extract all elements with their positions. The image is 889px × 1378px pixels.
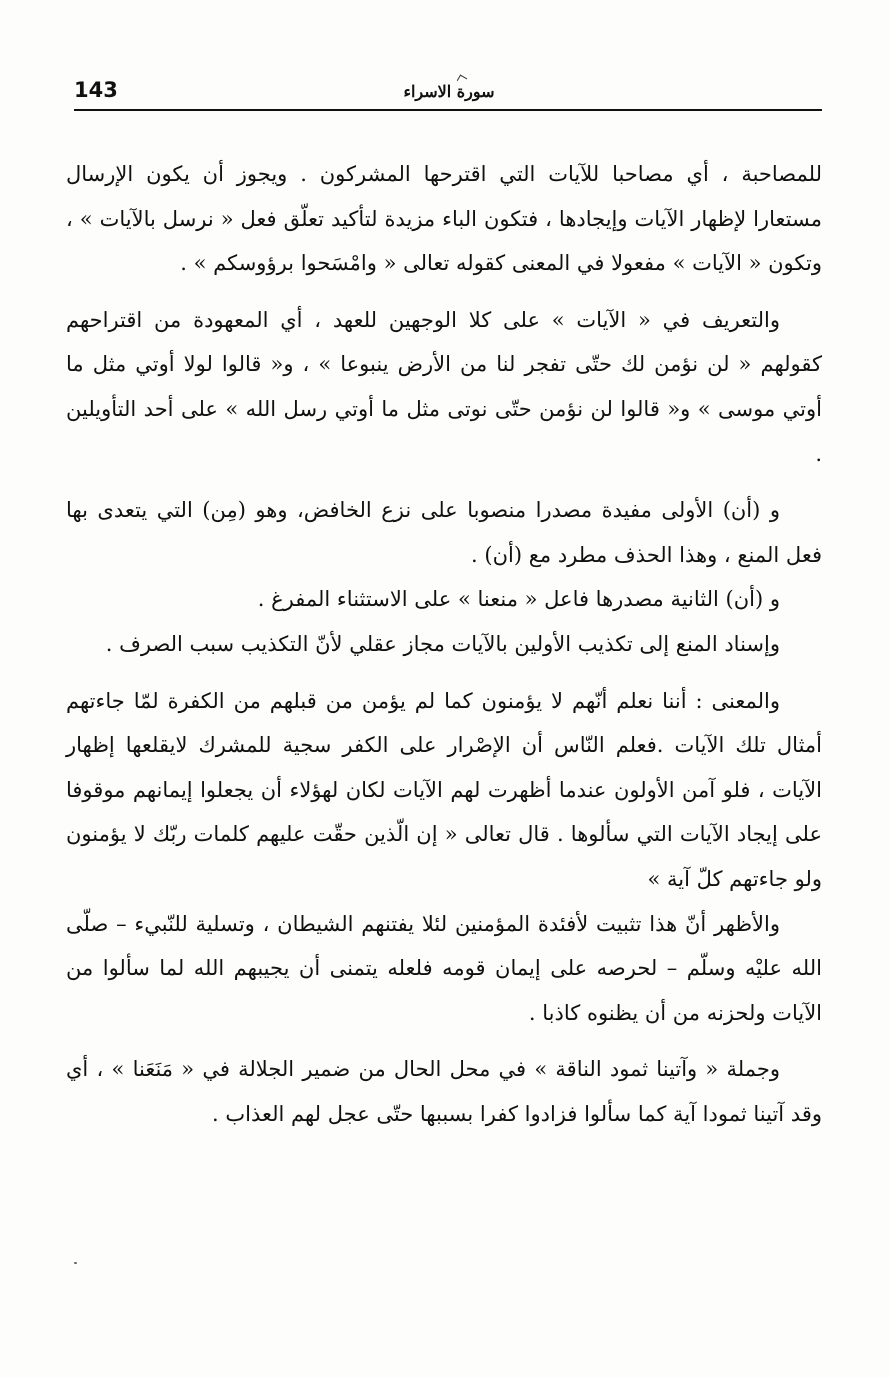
header-rule (74, 109, 822, 111)
page-number: 143 (74, 78, 118, 102)
page-header (74, 78, 820, 112)
body-text (66, 152, 822, 1136)
paragraph-4: و (أن) الثانية مصدرها فاعل « منعنا » على الاستثناء المفرغ . (257, 587, 780, 612)
running-title: سورة الاسراء (403, 82, 495, 101)
paragraph-5: وإسناد المنع إلى تكذيب الأولين بالآيات مجاز عقلي لأنّ التكذيب سبب الصرف . (105, 631, 780, 656)
paragraph-3: و (أن) الأولى مفيدة مصدرا منصوبا على نزع الخافض، وهو (مِن) التي يتعدى بها فعل المنع ، وهذا الحذف مطرد مع (أن) . (66, 498, 822, 567)
paragraph-1: للمصاحبة ، أي مصاحبا للآيات التي اقترحها المشركون . ويجوز أن يكون الإرسال مستعارا لإظهار الآيات وإيجادها ، فتكون الباء مزيدة لتأكيد تعلّق فعل « نرسل بالآيات » ، وتكون « الآيات » مفعولا في المعنى كقوله تعالى « وامْسَحوا برؤوسكم » . (66, 162, 822, 276)
paragraph-8: وجملة « وآتينا ثمود الناقة » في محل الحال من ضمير الجلالة في « مَنَعَنا » ، أي وقد آتينا ثمودا آية كما سألوا فزادوا كفرا بسببها حتّى عجل لهم العذاب . (66, 1057, 822, 1126)
paragraph-6: والمعنى : أننا نعلم أنّهم لا يؤمنون كما لم يؤمن من قبلهم من الكفرة لمّا جاءتهم أمثال تلك الآيات .فعلم النّاس أن الإصْرار على الكفر سجية للمشرك لايقلعها إظهار الآيات ، فلو آمن الأولون عندما أظهرت لهم الآيات لكان لهؤلاء أن يجعلوا إيمانهم موقوفا على إيجاد الآيات التي سألوها . قال تعالى « إن الّذين حقّت عليهم كلمات ربّك لا يؤمنون ولو جاءتهم كلّ آية » (66, 688, 822, 891)
scan-speck (74, 1262, 77, 1264)
paragraph-7: والأظهر أنّ هذا تثبيت لأفئدة المؤمنين لئلا يفتنهم الشيطان ، وتسلية للنّبيء – صلّى الله عليْه وسلّم – لحرصه على إيمان قومه فلعله يتمنى أن يجيبهم الله لما سألوا من الآيات ولحزنه من أن يظنوه كاذبا . (66, 911, 822, 1025)
paragraph-2: والتعريف في « الآيات » على كلا الوجهين للعهد ، أي المعهودة من اقتراحهم كقولهم « لن نؤمن لك حتّى تفجر لنا من الأرض ينبوعا » ، و« قالوا لولا أوتي مثل ما أوتي موسى » و« قالوا لن نؤمن حتّى نوتى مثل ما أوتي رسل الله » على أحد التأويلين . (66, 307, 822, 466)
